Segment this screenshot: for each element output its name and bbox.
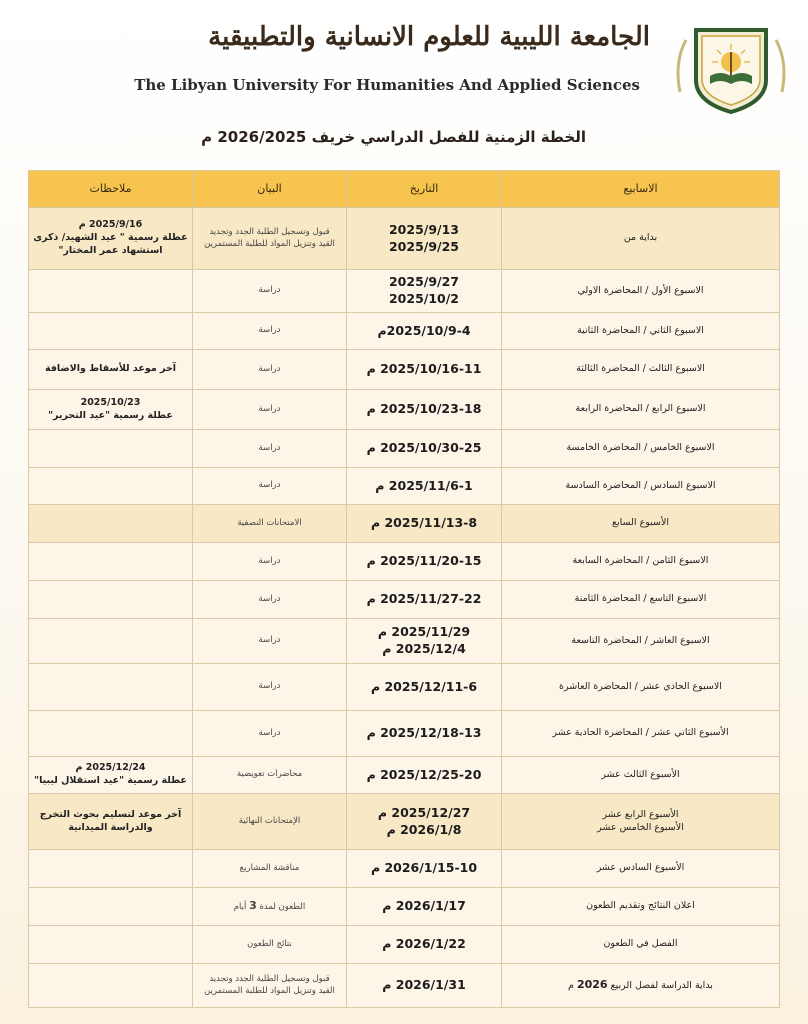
date-cell: 2025/10/16-11 م xyxy=(347,350,502,390)
date-cell: 2025/10/23-18 م xyxy=(347,390,502,430)
description-cell: نتائج الطعون xyxy=(193,926,347,964)
description-cell: دراسة xyxy=(193,313,347,350)
notes-cell xyxy=(29,468,193,505)
notes-cell xyxy=(29,208,193,270)
university-title-arabic: الجامعة الليبية للعلوم الانسانية والتطبيقية xyxy=(208,22,650,52)
column-header-notes: ملاحظات xyxy=(29,171,193,208)
table-row xyxy=(29,505,780,543)
notes-cell xyxy=(29,794,193,850)
date-line: 2026/1/8 م xyxy=(386,821,462,837)
notes-cell xyxy=(29,313,193,350)
week-cell xyxy=(502,964,780,1008)
date-line: 2025/9/13 xyxy=(388,221,459,237)
date-line: 2025/11/29 م xyxy=(377,624,471,640)
date-cell xyxy=(347,270,502,313)
description-cell xyxy=(193,964,347,1008)
date-cell: 2025/11/20-15 م xyxy=(347,543,502,581)
notes-line: آخر موعد لتسليم بحوث التخرج xyxy=(39,808,182,820)
week-text: بداية الدراسة لفصل الربيع xyxy=(610,980,713,992)
notes-line: والدراسة الميدانية xyxy=(68,821,153,833)
week-cell: الأسبوع الثاني عشر / المحاضرة الحادية عشر xyxy=(502,711,780,757)
date-cell xyxy=(347,794,502,850)
notes-line: 2025/9/16 م xyxy=(78,219,143,231)
table-row xyxy=(29,619,780,664)
description-cell: دراسة xyxy=(193,430,347,468)
date-cell: 2025/12/11-6 م xyxy=(347,664,502,711)
column-header-description: البيان xyxy=(193,171,347,208)
date-line: 2025/10/2 xyxy=(388,291,459,306)
table-row xyxy=(29,350,780,390)
description-cell: دراسة xyxy=(193,468,347,505)
notes-cell xyxy=(29,664,193,711)
description-cell: دراسة xyxy=(193,664,347,711)
notes-cell xyxy=(29,888,193,926)
description-line: قبول وتسجيل الطلبة الجدد وتجديد xyxy=(209,227,330,238)
table-row xyxy=(29,313,780,350)
notes-line: عطلة رسمية "عيد استقلال ليبيا" xyxy=(34,775,187,786)
date-cell xyxy=(347,619,502,664)
table-row xyxy=(29,208,780,270)
week-cell: الاسبوع الثالث / المحاضرة الثالثة xyxy=(502,350,780,390)
description-line: قبول وتسجيل الطلبة الجدد وتجديد xyxy=(209,974,330,985)
description-cell: مناقشة المشاريع xyxy=(193,850,347,888)
table-row xyxy=(29,581,780,619)
notes-cell xyxy=(29,711,193,757)
table-row xyxy=(29,270,780,313)
week-cell: الاسبوع الثامن / المحاضرة السابعة xyxy=(502,543,780,581)
date-cell: 2025/12/25-20 م xyxy=(347,757,502,794)
table-row xyxy=(29,757,780,794)
description-cell xyxy=(193,208,347,270)
table-row xyxy=(29,543,780,581)
description-cell: دراسة xyxy=(193,711,347,757)
university-logo xyxy=(672,22,790,114)
date-cell: 2026/1/15-10 م xyxy=(347,850,502,888)
header xyxy=(0,0,808,146)
notes-cell xyxy=(29,390,193,430)
date-line: 2025/9/25 xyxy=(388,238,459,254)
column-header-weeks: الاسابيع xyxy=(502,171,780,208)
date-cell: 2025/10/9-4م xyxy=(347,313,502,350)
description-cell: الإمتحانات النهائية xyxy=(193,794,347,850)
description-cell: الامتحانات النصفية xyxy=(193,505,347,543)
description-line: القيد وتنزيل المواد للطلبة المستمرين xyxy=(204,985,335,996)
date-cell: 2025/11/13-8 م xyxy=(347,505,502,543)
table-row xyxy=(29,468,780,505)
week-cell: الفصل في الطعون xyxy=(502,926,780,964)
description-cell: دراسة xyxy=(193,270,347,313)
week-cell: الاسبوع العاشر / المحاضرة التاسعة xyxy=(502,619,780,664)
schedule-table xyxy=(28,170,780,1008)
description-cell: دراسة xyxy=(193,619,347,664)
table-row xyxy=(29,664,780,711)
notes-line: استشهاد عمر المختار" xyxy=(58,244,163,256)
date-line: 2025/12/27 م xyxy=(377,804,471,820)
notes-line: عطلة رسمية "عيد التحرير" xyxy=(48,409,173,421)
notes-cell xyxy=(29,270,193,313)
week-number: 2026 xyxy=(576,978,608,992)
description-text: أيام xyxy=(233,902,247,913)
notes-cell: آخر موعد للأسقاط والاضافة xyxy=(29,350,193,390)
notes-cell xyxy=(29,964,193,1008)
description-text: الطعون لمدة xyxy=(259,902,306,913)
week-cell: الاسبوع السادس / المحاضرة السادسة xyxy=(502,468,780,505)
notes-cell xyxy=(29,757,193,794)
description-cell: دراسة xyxy=(193,390,347,430)
week-cell: الاسبوع الأول / المحاضرة الاولي xyxy=(502,270,780,313)
schedule-subtitle: الخطة الزمنية للفصل الدراسي خريف 2026/2025 م xyxy=(201,128,586,146)
notes-line: 2025/10/23 xyxy=(80,396,141,408)
table-header-row xyxy=(29,171,780,208)
column-header-date: التاريخ xyxy=(347,171,502,208)
description-cell: دراسة xyxy=(193,581,347,619)
notes-cell xyxy=(29,581,193,619)
week-cell: بداية من xyxy=(502,208,780,270)
table-row xyxy=(29,711,780,757)
week-cell: الاسبوع الرابع / المحاضرة الرابعة xyxy=(502,390,780,430)
table-row xyxy=(29,850,780,888)
table-row xyxy=(29,926,780,964)
description-line: القيد وتنزيل المواد للطلبة المستمرين xyxy=(204,238,335,249)
date-cell: 2026/1/17 م xyxy=(347,888,502,926)
date-cell: 2026/1/31 م xyxy=(347,964,502,1008)
notes-cell xyxy=(29,926,193,964)
date-cell: 2025/10/30-25 م xyxy=(347,430,502,468)
notes-cell xyxy=(29,619,193,664)
table-row xyxy=(29,430,780,468)
date-cell: 2026/1/22 م xyxy=(347,926,502,964)
description-cell: دراسة xyxy=(193,543,347,581)
date-line: 2025/9/27 xyxy=(388,274,459,290)
week-cell: اعلان النتائج وتقديم الطعون xyxy=(502,888,780,926)
week-cell: الاسبوع الثاني / المحاضرة الثانية xyxy=(502,313,780,350)
week-text: م xyxy=(568,980,574,992)
week-cell: الاسبوع التاسع / المحاضرة الثامنة xyxy=(502,581,780,619)
notes-cell xyxy=(29,430,193,468)
university-title-english: The Libyan University For Humanities And Applied Sciences xyxy=(134,76,640,94)
notes-cell xyxy=(29,850,193,888)
date-cell xyxy=(347,208,502,270)
week-cell: الأسبوع السادس عشر xyxy=(502,850,780,888)
week-cell: الأسبوع الثالث عشر xyxy=(502,757,780,794)
notes-cell xyxy=(29,543,193,581)
week-cell: الاسبوع الخامس / المحاضرة الخامسة xyxy=(502,430,780,468)
week-cell: الاسبوع الحادي عشر / المحاضرة العاشرة xyxy=(502,664,780,711)
notes-line: 2025/12/24 م xyxy=(75,762,146,774)
table-row xyxy=(29,390,780,430)
week-line: الأسبوع الرابع عشر xyxy=(602,808,679,820)
description-cell xyxy=(193,888,347,926)
description-number: 3 xyxy=(249,899,257,913)
notes-line: عطلة رسمية " عيد الشهيد/ ذكرى xyxy=(33,232,188,244)
table-row xyxy=(29,794,780,850)
notes-cell xyxy=(29,505,193,543)
week-line: الأسبوع الخامس عشر xyxy=(597,821,684,833)
table-row xyxy=(29,964,780,1008)
week-cell: الأسبوع السابع xyxy=(502,505,780,543)
date-cell: 2025/11/6-1 م xyxy=(347,468,502,505)
description-cell: محاضرات تعويضية xyxy=(193,757,347,794)
table-row xyxy=(29,888,780,926)
description-cell: دراسة xyxy=(193,350,347,390)
date-cell: 2025/11/27-22 م xyxy=(347,581,502,619)
date-line: 2025/12/4 م xyxy=(382,641,466,656)
week-cell xyxy=(502,794,780,850)
date-cell: 2025/12/18-13 م xyxy=(347,711,502,757)
